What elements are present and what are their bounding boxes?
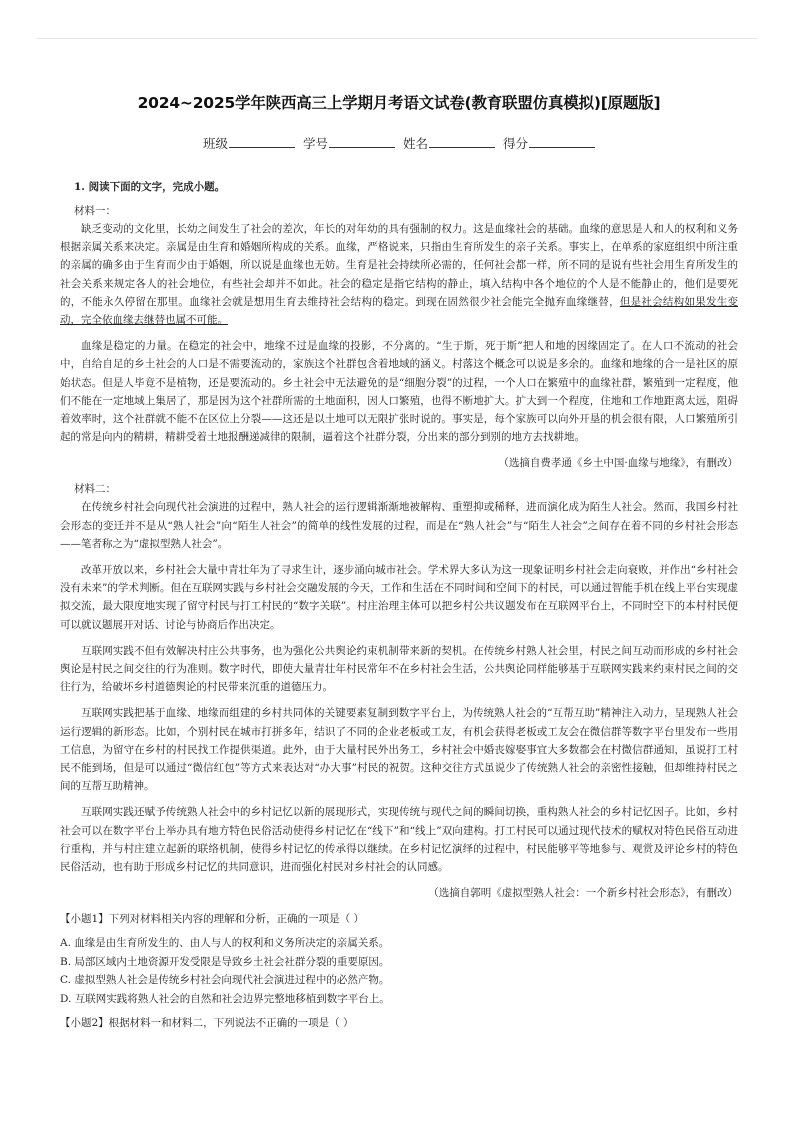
subquestion2-stem: 【小题2】根据材料一和材料二，下列说法不正确的一项是（ ）	[60, 1017, 354, 1030]
field-student-id: 学号	[303, 134, 395, 154]
material2-paragraph: 互联网实践不但有效解决村庄公共事务，也为强化公共舆论约束机制带来新的契机。在传统乡村熟人社会里，村民之间互动而形成的乡村社会舆论是村民之间交往的行为准则。数字时代，即使大量青壮年村民常年不在乡村社会生活，公共舆论同样能够基于互联网实践来约束村民之间的交往行为，给破坏乡村道德舆论的村民带来沉重的道德压力。	[60, 644, 738, 694]
material2-paragraph: 改革开放以来，乡村社会大量中青壮年为了寻求生计，逐步涌向城市社会。学术界大多认为这一现象证明乡村社会走向衰败，并作出“乡村社会没有未来”的学术判断。但在互联网实践与乡村社会交融发展的今天，工作和生活在不同时间和空间下的村民，可以通过智能手机在线上平台实现虚拟交流，最大限度地实现了留守村民与打工村民的“数字关联”。村庄治理主体可以把乡村公共议题发布在互联网平台上，不同时空下的本村村民便可以就议题展开对话、讨论与协商后作出决定。	[60, 564, 738, 631]
header-divider	[36, 38, 758, 39]
exam-page	[60, 92, 738, 1032]
material1-paragraph: 血缘是稳定的力量。在稳定的社会中，地缘不过是血缘的投影，不分离的。“生于斯，死于斯”把人和地的因缘固定了。在人口不流动的社会中，自给自足的乡土社会的人口是不需要流动的，家族这个社群包含着地域的涵义。村落这个概念可以说是多余的。血缘和地缘的合一是社区的原始状态。但是人毕竟不是植物，还是要流动的。乡土社会中无法避免的是“细胞分裂”的过程，一个人口在繁殖中的血缘社群，繁殖到一定程度，他们不能在一定地域上集居了，那是因为这个社群所需的土地面积，因人口繁殖，也得不断地扩大。扩大到一个程度，住地和工作地距离太远，阻碍着效率时，这个社群就不能不在区位上分裂——这还是以土地可以无限扩张时说的。事实是，每个家族可以向外开垦的机会很有限，人口繁殖所引起的常是向内的精耕，精耕受着土地报酬递减律的限制，逼着这个社群分裂，分出来的部分到别的地方去找耕地。	[60, 340, 738, 444]
underlined-sentence: 但是社会结构如果发生变动，完全依血缘去继替也属不可能。	[60, 295, 739, 327]
subquestion1-stem: 【小题1】下列对材料相关内容的理解和分析，正确的一项是（ ）	[60, 913, 365, 926]
field-name: 姓名	[403, 134, 495, 154]
score-blank[interactable]	[529, 135, 595, 148]
material2-paragraph: 互联网实践把基于血缘、地缘而组建的乡村共同体的关键要素复制到数字平台上，为传统熟人社会的“互帮互助”精神注入动力，呈现熟人社会运行逻辑的新形态。比如，个别村民在城市打拼多年，结识了不同的企业老板或工友，有机会获得老板或工友会在微信群等数字平台里发布一些用工信息，为留守在乡村的村民找工作提供渠道。此外，由于大量村民外出务工，乡村社会中婚丧嫁娶事宜大多数都会在村微信群通知，虽说打工村民不能到场，但是可以通过“微信红包”等方式来表达对“办大事”村民的祝贺。这种交往方式虽说少了传统熟人社会的亲密性接触，但却维持村民之间的互帮互助精神。	[60, 707, 738, 793]
option-a[interactable]: A. 血缘是由生育所发生的、由人与人的权利和义务所决定的亲属关系。	[60, 937, 390, 950]
subquestion1-options	[60, 934, 738, 1008]
field-class: 班级	[203, 134, 295, 154]
exam-title: 2024~2025学年陕西高三上学期月考语文试卷(教育联盟仿真模拟)[原题版]	[137, 94, 661, 112]
material2-paragraph: 互联网实践还赋予传统熟人社会中的乡村记忆以新的展现形式，实现传统与现代之间的瞬间切换，重构熟人社会的乡村记忆因子。比如，乡村社会可以在数字平台上举办具有地方特色民俗活动使得乡村记忆在“线下”和“线上”双向建构。打工村民可以通过现代技术的赋权对特色民俗互动进行重构，并与村庄建立起新的联络机制，使得乡村记忆的传承得以继续。在乡村记忆演绎的过程中，村民能够平等地参与、观赏及评论乡村的特色民俗活动，也有助于形成乡村记忆的共同意识，进而强化村民对乡村社会的认同感。	[60, 806, 738, 874]
field-score: 得分	[503, 134, 595, 154]
question-heading: 1. 阅读下面的文字，完成小题。	[74, 181, 226, 193]
option-c[interactable]: C. 虚拟型熟人社会是传统乡村社会向现代社会演进过程中的必然产物。	[60, 974, 390, 987]
material1-paragraph: 缺乏变动的文化里，长幼之间发生了社会的差次，年长的对年幼的具有强制的权力。这是血缘社会的基础。血缘的意思是人和人的权利和义务根据亲属关系来决定。亲属是由生育和婚姻所构成的关系。血缘，严格说来，只指由生育所发生的亲子关系。事实上，在单系的家庭组织中所注重的亲属的确多由于生育而少由于婚姻，所以说是血缘也无妨。生育是社会持续所必需的，任何社会都一样，所不同的是说有些社会用生育所发生的社会关系来规定各人的社会地位，有些社会却并不如此。社会的稳定是指它结构的静止，填入结构中各个地位的个人是不能静止的，他们是要死的，不能永久停留在那里。血缘社会就是想用生育去维持社会结构的稳定。到现在固然很少社会能完全抛弃血缘继替，但是社会结构如果发生变动，完全依血缘去继替也属不可能。	[60, 223, 739, 327]
class-blank[interactable]	[229, 135, 295, 148]
student-id-blank[interactable]	[329, 135, 395, 148]
name-blank[interactable]	[429, 135, 495, 148]
material2-paragraph: 在传统乡村社会向现代社会演进的过程中，熟人社会的运行逻辑渐渐地被解构、重塑抑或稀释，进而演化成为陌生人社会。然而，我国乡村社会形态的变迁并不是从“熟人社会”向“陌生人社会”的简单的线性发展的过程，而是在“熟人社会”与“陌生人社会”之间存在着不同的乡村社会形态——笔者称之为“虚拟型熟人社会”。	[60, 501, 738, 550]
material2-label: 材料二：	[74, 483, 116, 496]
student-info-fields	[60, 134, 738, 154]
material1-source: （选摘自费孝通《乡土中国·血缘与地缘》，有删改）	[498, 457, 738, 470]
material2-source: （选摘自郭明《虚拟型熟人社会：一个新乡村社会形态》，有删改）	[428, 887, 738, 900]
material1-label: 材料一：	[74, 205, 116, 217]
option-b[interactable]: B. 局部区域内土地资源开发受限是导致乡土社会社群分裂的重要原因。	[60, 955, 390, 968]
option-d[interactable]: D. 互联网实践将熟人社会的自然和社会边界完整地移植到数字平台上。	[60, 992, 390, 1005]
